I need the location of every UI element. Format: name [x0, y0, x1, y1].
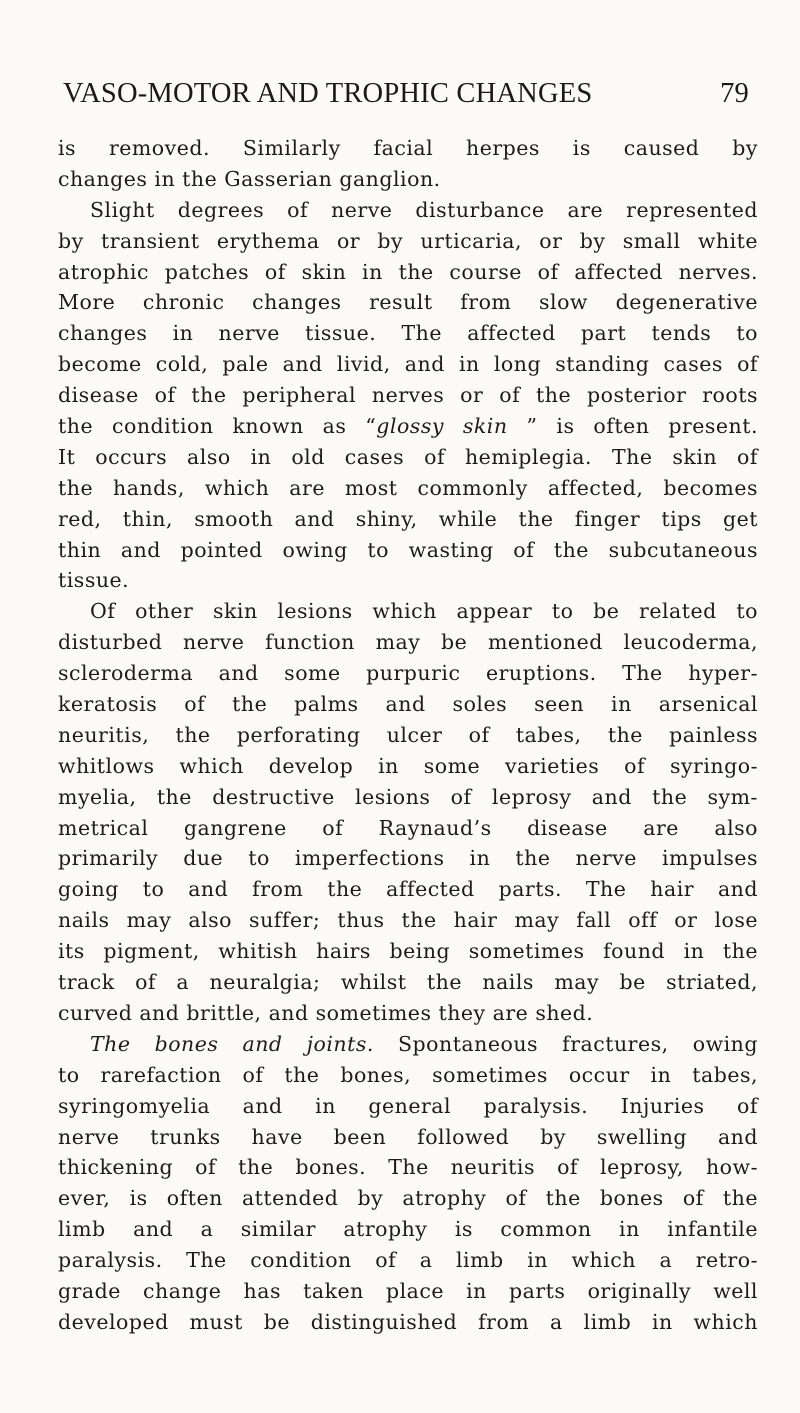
- text-line: [58, 1029, 758, 1060]
- text-line: More chronic changes result from slow degenerative: [58, 290, 758, 315]
- running-title: VASO-MOTOR AND TROPHIC CHANGES: [63, 78, 593, 109]
- text-line: It occurs also in old cases of hemiplegia. The skin of: [58, 444, 758, 469]
- text-line: thickening of the bones. The neuritis of leprosy, how-: [58, 1155, 758, 1180]
- text-line: grade change has taken place in parts originally well: [58, 1278, 758, 1303]
- text-line: paralysis. The condition of a limb in which a retro-: [58, 1248, 758, 1273]
- text-line: changes in nerve tissue. The affected part tends to: [58, 321, 758, 346]
- text-line: red, thin, smooth and shiny, while the finger tips get: [58, 506, 758, 531]
- text-line: disease of the peripheral nerves or of the posterior roots: [58, 383, 758, 408]
- text-line: developed must be distinguished from a limb in which: [58, 1309, 758, 1334]
- text-line: tissue.: [58, 568, 130, 593]
- text-line: ever, is often attended by atrophy of the bones of the: [58, 1186, 758, 1211]
- italic-phrase: The bones and joints.: [90, 1031, 374, 1056]
- text-line: track of a neuralgia; whilst the nails may be striated,: [58, 970, 758, 995]
- text-segment: ” is often present.: [507, 414, 758, 439]
- italic-phrase: glossy skin: [376, 414, 508, 439]
- running-head: [63, 78, 749, 118]
- text-line: scleroderma and some purpuric eruptions. The hyper-: [58, 661, 758, 686]
- text-line: myelia, the destructive lesions of leprosy and the sym-: [58, 784, 758, 809]
- text-line: disturbed nerve function may be mentioned leucoderma,: [58, 630, 758, 655]
- text-line: the hands, which are most commonly affected, becomes: [58, 475, 758, 500]
- text-segment: the condition known as “: [58, 414, 377, 439]
- text-line: changes in the Gasserian ganglion.: [58, 166, 441, 191]
- text-segment: Spontaneous fractures, owing: [373, 1031, 759, 1056]
- text-line: by transient erythema or by urticaria, or by small white: [58, 228, 758, 253]
- text-line: Of other skin lesions which appear to be related to: [90, 599, 758, 624]
- text-line: neuritis, the perforating ulcer of tabes, the painless: [58, 722, 758, 747]
- text-line: going to and from the affected parts. The hair and: [58, 877, 758, 902]
- body-text: [58, 133, 758, 1338]
- text-line: metrical gangrene of Raynaud’s disease are also: [58, 815, 758, 840]
- text-line: curved and brittle, and sometimes they are shed.: [58, 1000, 594, 1025]
- text-line: thin and pointed owing to wasting of the subcutaneous: [58, 537, 758, 562]
- text-line: is removed. Similarly facial herpes is caused by: [58, 136, 758, 160]
- text-line: [58, 411, 758, 442]
- text-line: atrophic patches of skin in the course of affected nerves.: [58, 259, 758, 284]
- text-line: primarily due to imperfections in the nerve impulses: [58, 846, 758, 871]
- text-line: limb and a similar atrophy is common in infantile: [58, 1217, 758, 1242]
- text-line: whitlows which develop in some varieties of syringo-: [58, 753, 758, 778]
- text-line: become cold, pale and livid, and in long standing cases of: [58, 352, 758, 377]
- text-line: nails may also suffer; thus the hair may fall off or lose: [58, 908, 758, 933]
- text-line: keratosis of the palms and soles seen in arsenical: [58, 692, 758, 717]
- text-line: Slight degrees of nerve disturbance are represented: [90, 197, 758, 222]
- text-line: syringomyelia and in general paralysis. Injuries of: [58, 1093, 758, 1118]
- text-line: nerve trunks have been followed by swelling and: [58, 1124, 758, 1149]
- text-line: its pigment, whitish hairs being sometimes found in the: [58, 939, 758, 964]
- text-line: to rarefaction of the bones, sometimes occur in tabes,: [58, 1062, 758, 1087]
- page-number: 79: [720, 78, 749, 109]
